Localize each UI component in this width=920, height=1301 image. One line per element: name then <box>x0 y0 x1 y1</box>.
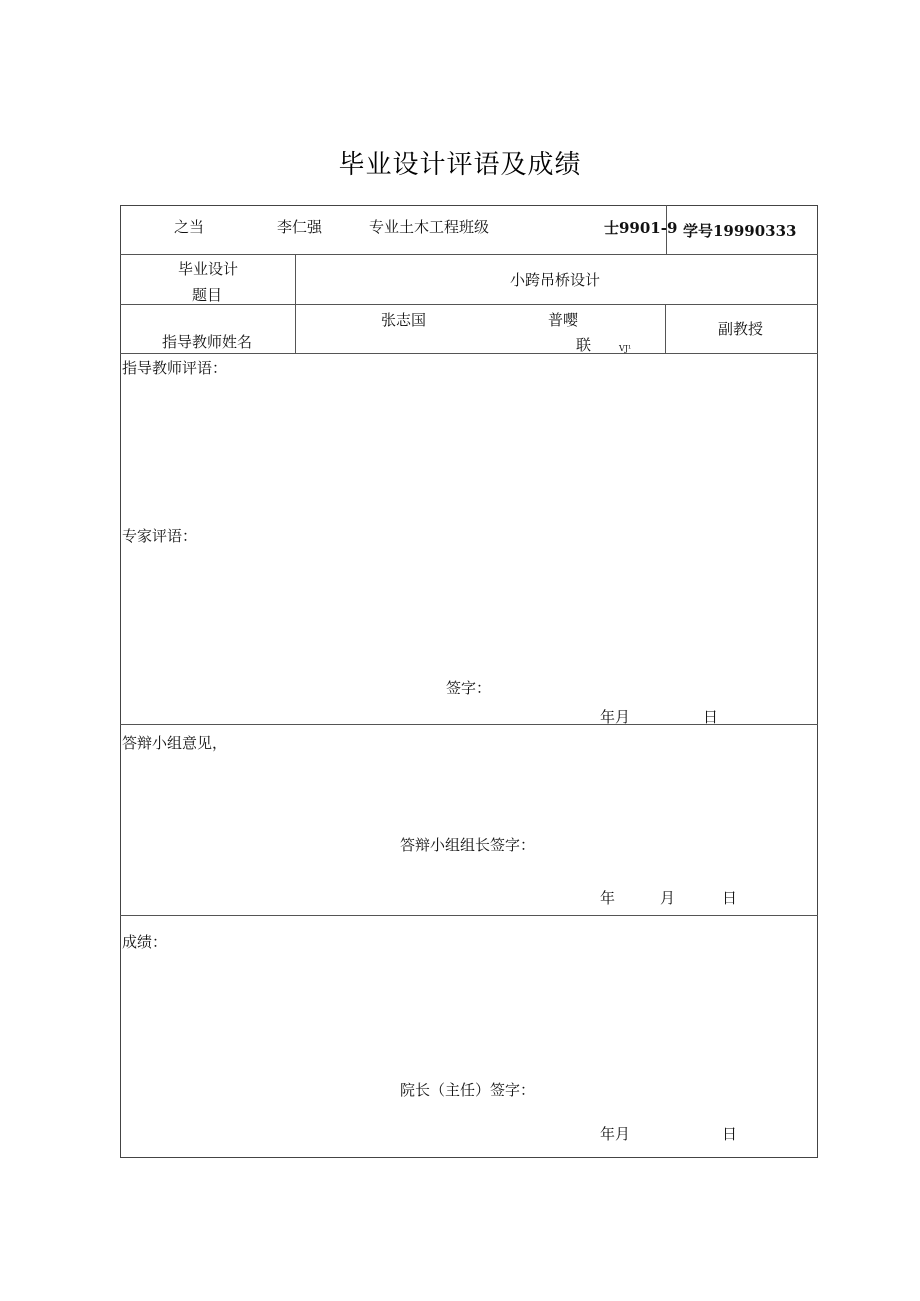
col-divider-advisor-title <box>665 304 666 353</box>
defense-opinion-label: 答辩小组意见， <box>122 734 228 752</box>
row-divider-defense <box>120 915 818 916</box>
grade-date-day: 日 <box>722 1125 738 1143</box>
grade-date-year-month: 年月 <box>600 1125 631 1143</box>
advisor-title-label-small: VJ¹ <box>619 344 632 353</box>
defense-date-day: 日 <box>722 889 738 907</box>
advisor-comment-label: 指导教师评语： <box>122 359 228 377</box>
topic-label-line1: 毕业设计 <box>178 260 239 278</box>
student-name-label: 之当 <box>174 218 205 236</box>
advisor-title-value: 副教授 <box>718 320 764 338</box>
advisor-label: 指导教师姓名 <box>162 333 253 351</box>
defense-date-month: 月 <box>660 889 676 907</box>
row-divider-topic <box>120 304 818 305</box>
page-title: 毕业设计评语及成绩 <box>338 150 582 180</box>
topic-label-line2: 题目 <box>192 286 223 304</box>
expert-sign-label: 签字： <box>446 679 492 697</box>
advisor-name: 张志国 <box>381 311 427 329</box>
topic-value: 小跨吊桥设计 <box>510 271 601 289</box>
defense-date-year: 年 <box>600 889 616 907</box>
major-class-label: 专业土木工程班级 <box>369 218 490 236</box>
student-name-value: 李仁强 <box>277 218 323 236</box>
expert-comment-label: 专家评语： <box>122 527 198 545</box>
grade-label: 成绩： <box>122 933 168 951</box>
row-divider-advisor <box>120 353 818 354</box>
student-id: 学号19990333 <box>683 222 797 240</box>
dean-sign-label: 院长（主任）签字： <box>400 1081 536 1099</box>
defense-sign-label: 答辩小组组长签字： <box>400 836 536 854</box>
expert-date-day: 日 <box>703 708 719 726</box>
advisor-title-label-bottom: 联 <box>576 336 592 354</box>
expert-date-year-month: 年月 <box>600 708 631 726</box>
class-value: 士9901-9 <box>604 219 678 237</box>
row-divider-info <box>120 254 818 255</box>
col-divider-label <box>295 254 296 353</box>
advisor-title-label-top: 普嘤 <box>548 311 579 329</box>
